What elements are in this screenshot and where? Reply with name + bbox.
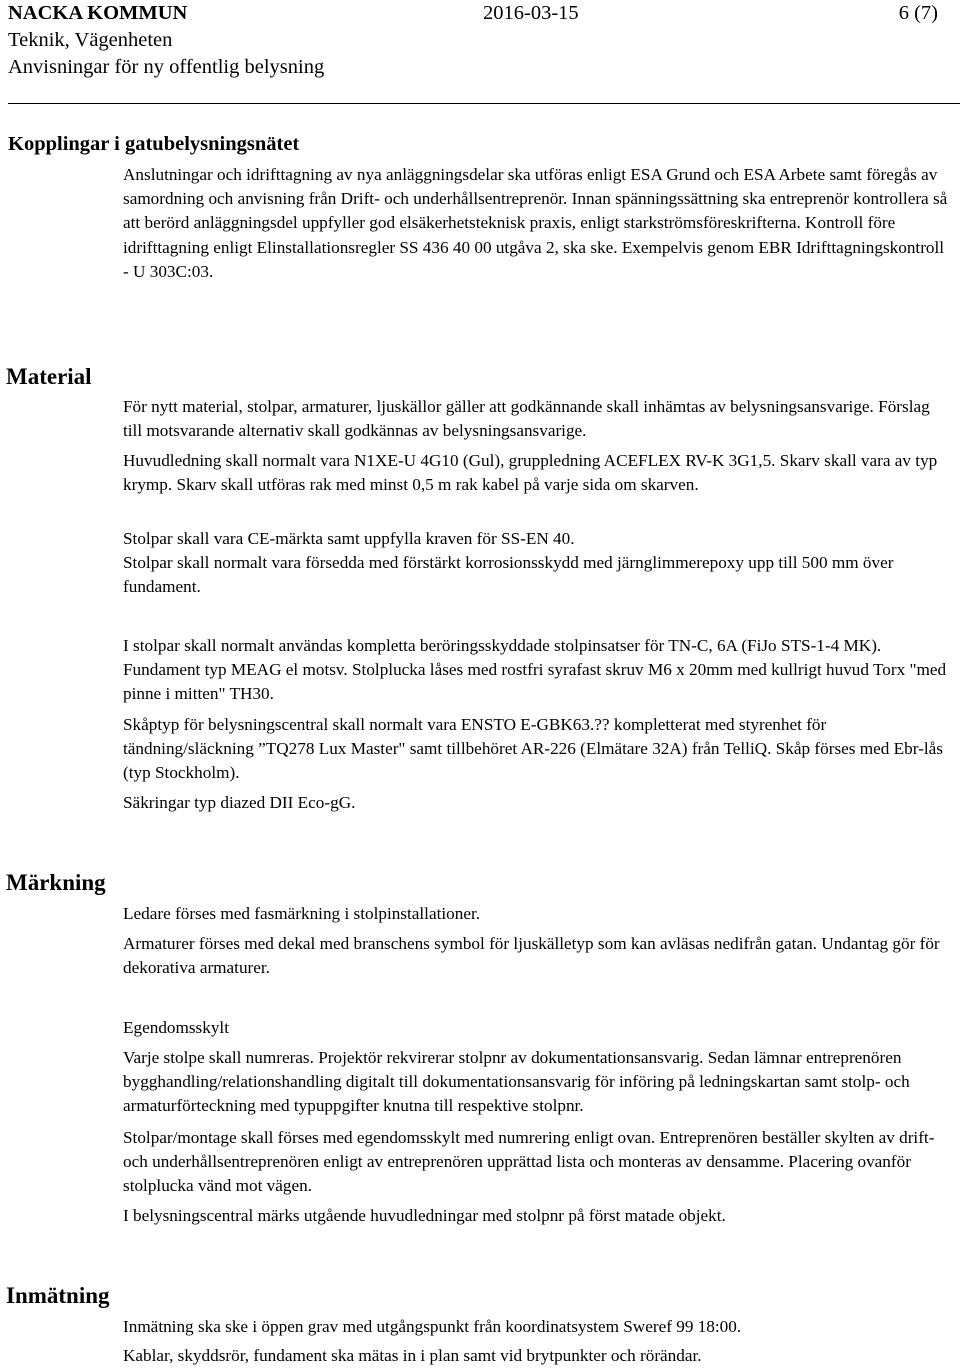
material-paragraph-7: Säkringar typ diazed DII Eco-gG.: [123, 793, 356, 812]
page-number: 6 (7): [898, 2, 938, 24]
header-row-1: [8, 0, 952, 27]
header-divider: [8, 103, 960, 104]
material-paragraph-5: I stolpar skall normalt användas kompletta beröringsskyddade stolpinsatser för TN-C, 6A (FiJo STS-1-4 MK). Fundament typ MEAG el motsv. Stolplucka låses med rostfri syrafast skruv M6 x 20mm med kullrigt huvud Torx "med pinne i mitten" TH30.: [123, 636, 947, 704]
section-heading-material: Material: [6, 364, 92, 389]
material-paragraph-4: Stolpar skall normalt vara försedda med förstärkt korrosionsskydd med järnglimmerepoxy upp till 500 mm över fundament.: [123, 553, 894, 597]
organization-name: NACKA KOMMUN: [8, 2, 188, 24]
markning-paragraph-2: Armaturer förses med dekal med branschens symbol för ljuskälletyp som kan avläsas nedifrån gatan. Undantag gör för dekorativa armaturer.: [123, 934, 940, 978]
markning-paragraph-5: I belysningscentral märks utgående huvudledningar med stolpnr på först matade objekt.: [123, 1206, 726, 1225]
document-date: 2016-03-15: [483, 2, 579, 24]
markning-paragraph-3: Varje stolpe skall numreras. Projektör rekvirerar stolpnr av dokumentationsansvarig. Sedan lämnar entreprenören bygghandling/relationshandling digitalt till dokumentationsansvarig för införing på ledningskartan samt stolp- och armaturförteckning med typuppgifter knutna till respektive stolpnr.: [123, 1048, 910, 1116]
page-header: [8, 0, 952, 81]
section-heading-markning: Märkning: [6, 870, 106, 895]
section-heading-kopplingar: Kopplingar i gatubelysningsnätet: [8, 133, 300, 155]
inmatning-paragraph-2: Kablar, skyddsrör, fundament ska mätas in i plan samt vid brytpunkter och rörändar.: [123, 1346, 702, 1365]
material-paragraph-1: För nytt material, stolpar, armaturer, ljuskällor gäller att godkännande skall inhämtas av belysningsansvarige. Förslag till motsvarande alternativ skall godkännas av belysningsansvarige.: [123, 397, 930, 441]
document-title: Anvisningar för ny offentlig belysning: [8, 56, 325, 78]
material-paragraph-2: Huvudledning skall normalt vara N1XE-U 4G10 (Gul), gruppledning ACEFLEX RV-K 3G1,5. Skarv skall vara av typ krymp. Skarv skall utföras rak med minst 0,5 m rak kabel på varje sida om skarven.: [123, 451, 938, 495]
markning-paragraph-1: Ledare förses med fasmärkning i stolpinstallationer.: [123, 904, 481, 923]
material-paragraph-3: Stolpar skall vara CE-märkta samt uppfylla kraven för SS-EN 40.: [123, 529, 575, 548]
section-heading-inmatning: Inmätning: [6, 1283, 110, 1308]
markning-subheading-egendomsskylt: Egendomsskylt: [123, 1018, 229, 1037]
inmatning-paragraph-1: Inmätning ska ske i öppen grav med utgångspunkt från koordinatsystem Sweref 99 18:00.: [123, 1317, 742, 1336]
department-name: Teknik, Vägenheten: [8, 29, 173, 51]
material-paragraph-6: Skåptyp för belysningscentral skall normalt vara ENSTO E-GBK63.?? kompletterat med styrenhet för tändning/släckning ”TQ278 Lux Master" samt tillbehöret AR-226 (Elmätare 32A) från TelliQ. Skåp förses med Ebr-lås (typ Stockholm).: [123, 715, 943, 783]
markning-paragraph-4: Stolpar/montage skall förses med egendomsskylt med numrering enligt ovan. Entreprenören beställer skylten av drift- och underhållsentreprenören enligt av entreprenören upprättad lista och monteras av densamme. Placering ovanför stolplucka vänd mot vägen.: [123, 1128, 935, 1196]
kopplingar-text: Anslutningar och idrifttagning av nya anläggningsdelar ska utföras enligt ESA Grund och ESA Arbete samt föregås av samordning och anvisning från Drift- och underhållsentreprenör. Innan spänningssättning ska entreprenör kontrollera så att berörd anläggningsdel uppfyller god elsäkerhetsteknisk praxis, enligt starkströmsföreskrifterna. Kontroll före idrifttagning enligt Elinstallationsregler SS 436 40 00 utgåva 2, ska ske. Exempelvis genom EBR Idrifttagningskontroll - U 303C:03.: [123, 165, 948, 281]
